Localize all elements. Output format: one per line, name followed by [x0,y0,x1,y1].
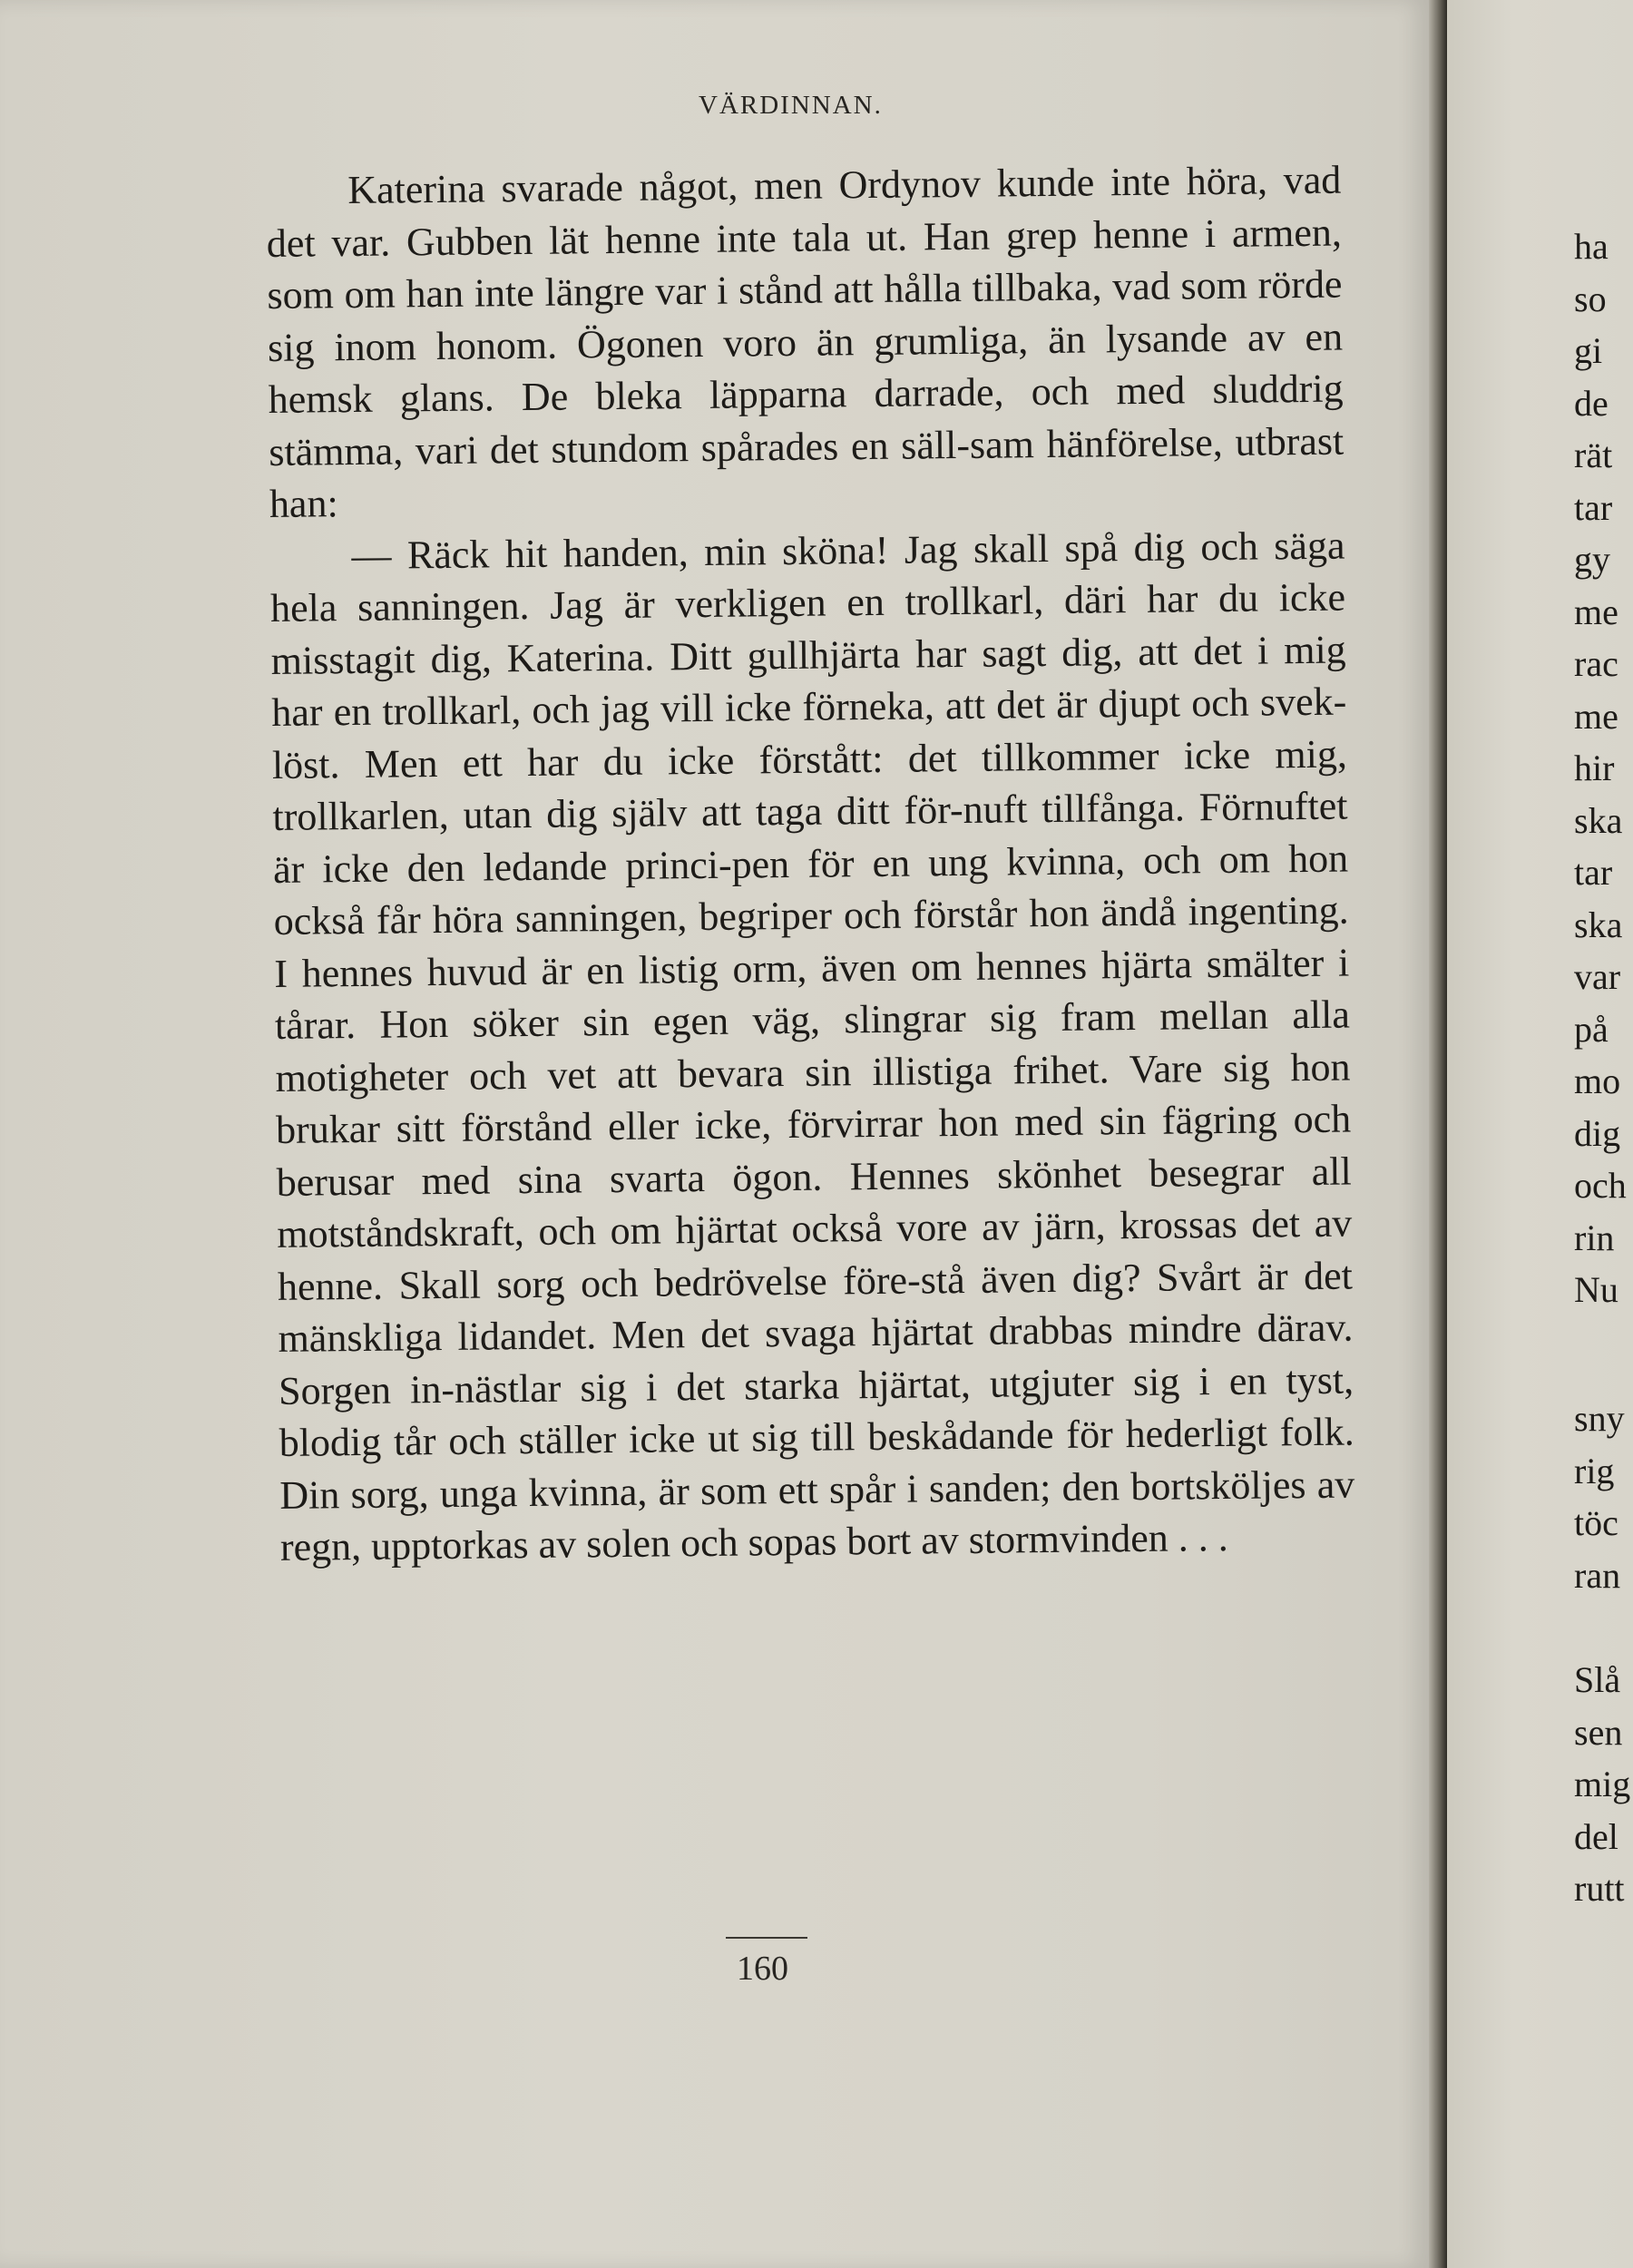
facing-page-fragments-2 [1574,1397,1625,1606]
facing-line: rät [1574,435,1613,475]
facing-line: rig [1574,1450,1615,1491]
facing-line: del [1574,1815,1618,1857]
facing-line: ran [1574,1554,1621,1596]
facing-page-fragments-1 [1574,225,1633,1321]
facing-line: de [1574,382,1609,424]
facing-page-fragments-3 [1574,1658,1630,1920]
paragraph-1: Katerina svarade något, men Ordynov kunde inte höra, vad det var. Gubben lät henne inte tala ut. Han grep henne i armen, som om han inte längre var i stånd att hålla tillbaka, vad som rörde sig inom honom. Ögonen voro än grumliga, än lysande av en hemsk glans. De bleka läpparna darrade, och med sluddrig stämma, vari det stundom spårades en säll-sam hänförelse, utbrast han: [266,157,1345,526]
facing-line: töc [1574,1502,1618,1543]
facing-line: rutt [1574,1868,1625,1909]
facing-line: sny [1574,1398,1625,1439]
facing-line: ska [1574,799,1623,841]
book-gutter [1429,0,1447,2268]
facing-line: rac [1574,643,1618,684]
paragraph-2: — Räck hit handen, min sköna! Jag skall spå dig och säga hela sanningen. Jag är verkligen en trollkarl, däri har du icke misstagit dig, Katerina. Ditt gullhjärta har sagt dig, att det i mig har en trollkarl, och jag vill icke förneka, att det är djupt och svek-löst. Men ett har du icke förstått: det tillkommer icke mig, trollkarlen, utan dig själv att taga ditt för-nuft tillfånga. Förnuftet är icke den ledande princi-pen för en ung kvinna, och om hon också får höra sanningen, begriper och förstår hon ändå ingenting. I hennes huvud är en listig orm, även om hennes hjärta smälter i tårar. Hon söker sin egen väg, slingrar sig fram mellan alla motigheter och vet att bevara sin illistiga frihet. Vare sig hon brukar sitt förstånd eller icke, förvirrar hon med sin fägring och berusar med sina svarta ögon. Hennes skönhet besegrar all motståndskraft, och om hjärtat också vore av järn, krossas det av henne. Skall sorg och bedrövelse före-stå även dig? Svårt är det mänskliga lidandet. Men det svaga hjärtat drabbas mindre därav. Sorgen in-nästlar sig i det starka hjärtat, utgjuter sig i en tyst, blodig tår och ställer icke ut sig till beskådande för hederligt folk. Din sorg, unga kvinna, är som ett spår i sanden; den bortsköljes av regn, upptorkas av solen och sopas bort av stormvinden . . . [269,523,1355,1569]
facing-line: gy [1574,539,1610,580]
facing-line: tar [1574,486,1613,528]
facing-line: ha [1574,226,1609,267]
facing-line: me [1574,695,1618,737]
body-text [266,154,1355,1574]
facing-line: so [1574,278,1607,319]
facing-line: gi [1574,330,1603,371]
page-number: 160 [737,1950,788,1988]
facing-line: sen [1574,1711,1623,1753]
facing-page [1447,0,1633,2268]
facing-line: och [1574,1165,1627,1206]
facing-line: tar [1574,852,1613,893]
facing-line: ska [1574,904,1623,945]
facing-line: på [1574,1008,1609,1050]
facing-line: dig [1574,1112,1621,1154]
facing-line: me [1574,591,1618,632]
facing-line: rin [1574,1217,1615,1258]
facing-line: var [1574,956,1621,997]
facing-line: mo [1574,1061,1621,1101]
facing-line: hir [1574,748,1615,788]
facing-line: Nu [1574,1269,1618,1310]
facing-line: Slå [1574,1659,1621,1700]
running-head: VÄRDINNAN. [699,91,883,120]
facing-line: mig [1574,1764,1631,1804]
footer-rule [726,1937,807,1939]
